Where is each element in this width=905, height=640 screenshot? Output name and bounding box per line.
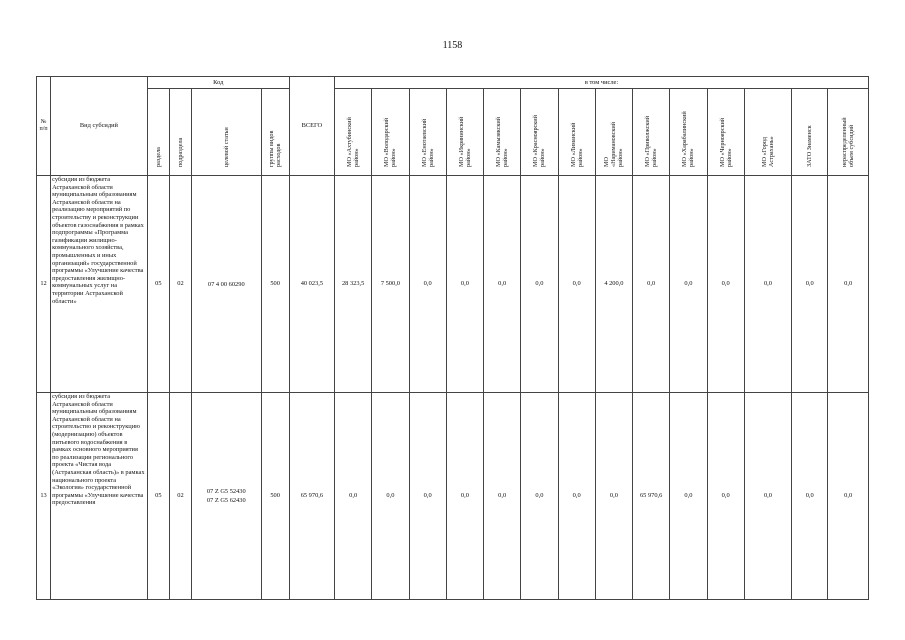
target-code: 07 4 00 60290: [192, 176, 261, 393]
district-value: 0,0: [633, 176, 670, 393]
subsidy-type: субсидия из бюджета Астраханской области муниципальным образованиям Астраханской области на реализацию мероприятий по строительству и реконструкции объектов газоснабжения в рамках подпрограммы «Программа газификации жилищно-коммунального хозяйства, промышленных и иных организаций» государственной программы «Улучшение качества предоставления жилищно-коммунальных услуг на территории Астраханской области»: [51, 176, 148, 393]
district-value: 4 200,0: [595, 176, 632, 393]
district-value: 0,0: [558, 393, 595, 600]
district-value: 0,0: [484, 176, 521, 393]
district-value: 0,0: [446, 176, 483, 393]
district-value: 0,0: [558, 176, 595, 393]
district-header: МО «Приволжский район»: [633, 89, 670, 176]
total-header: ВСЕГО: [289, 77, 334, 176]
district-header: МО «Ахтубинский район»: [335, 89, 372, 176]
code-col-header: группы видов расходов: [261, 89, 289, 176]
row-number: 13: [37, 393, 51, 600]
district-value: 0,0: [372, 393, 409, 600]
district-value: 0,0: [707, 393, 744, 600]
district-value: 0,0: [792, 176, 828, 393]
district-value: 0,0: [828, 393, 869, 600]
district-header: МО «Харабалинский район»: [670, 89, 707, 176]
district-value: 0,0: [446, 393, 483, 600]
district-header: МО «Черноярский район»: [707, 89, 744, 176]
page-number: 1158: [442, 40, 463, 51]
district-value: 0,0: [744, 176, 791, 393]
num-header: № п/п: [37, 77, 51, 176]
district-header: МО «Икрянинский район»: [446, 89, 483, 176]
district-value: 0,0: [521, 393, 558, 600]
subsection-code: 02: [169, 176, 191, 393]
section-code: 05: [147, 393, 169, 600]
district-value: 0,0: [409, 176, 446, 393]
district-header: МО «Енотаевский район»: [409, 89, 446, 176]
header-row-sub: [37, 89, 869, 176]
table-row: [37, 176, 869, 393]
district-header: МО «Наримановский район»: [595, 89, 632, 176]
total-value: 65 970,6: [289, 393, 334, 600]
district-value: 0,0: [670, 176, 707, 393]
district-value: 0,0: [707, 176, 744, 393]
district-value: 65 970,6: [633, 393, 670, 600]
district-header: МО «Красноярский район»: [521, 89, 558, 176]
total-value: 40 023,5: [289, 176, 334, 393]
district-header: нераспределенный объем субсидий: [828, 89, 869, 176]
district-header: МО «Володарский район»: [372, 89, 409, 176]
header-row-top: [37, 77, 869, 89]
subsidy-type: субсидия из бюджета Астраханской области муниципальным образованиям Астраханской области на строительство и реконструкцию (модернизацию) объектов питьевого водоснабжения в рамках основного мероприятия по реализации регионального проекта «Чистая вода (Астраханская область)» в рамках национального проекта «Экология» государственной программы «Улучшение качества предоставления: [51, 393, 148, 600]
code-col-header: целевой статьи: [192, 89, 261, 176]
district-value: 0,0: [744, 393, 791, 600]
type-header: Вид субсидий: [51, 77, 148, 176]
district-value: 0,0: [521, 176, 558, 393]
district-value: 7 500,0: [372, 176, 409, 393]
district-value: 0,0: [409, 393, 446, 600]
district-header: МО «Город Астрахань»: [744, 89, 791, 176]
district-value: 0,0: [335, 393, 372, 600]
row-number: 12: [37, 176, 51, 393]
section-code: 05: [147, 176, 169, 393]
expense-group-code: 500: [261, 393, 289, 600]
district-value: 0,0: [484, 393, 521, 600]
expense-group-code: 500: [261, 176, 289, 393]
district-header: МО «Лиманский район»: [558, 89, 595, 176]
district-header: ЗАТО Знаменск: [792, 89, 828, 176]
district-value: 0,0: [792, 393, 828, 600]
district-value: 0,0: [595, 393, 632, 600]
including-header: в том числе:: [335, 77, 869, 89]
district-value: 28 323,5: [335, 176, 372, 393]
subsection-code: 02: [169, 393, 191, 600]
code-col-header: подраздела: [169, 89, 191, 176]
target-code: 07 Z G5 52430 07 Z G5 62430: [192, 393, 261, 600]
code-header: Код: [147, 77, 289, 89]
district-value: 0,0: [670, 393, 707, 600]
subsidy-table: [36, 76, 869, 600]
district-header: МО «Камызякский район»: [484, 89, 521, 176]
table-row: [37, 393, 869, 600]
district-value: 0,0: [828, 176, 869, 393]
code-col-header: раздела: [147, 89, 169, 176]
